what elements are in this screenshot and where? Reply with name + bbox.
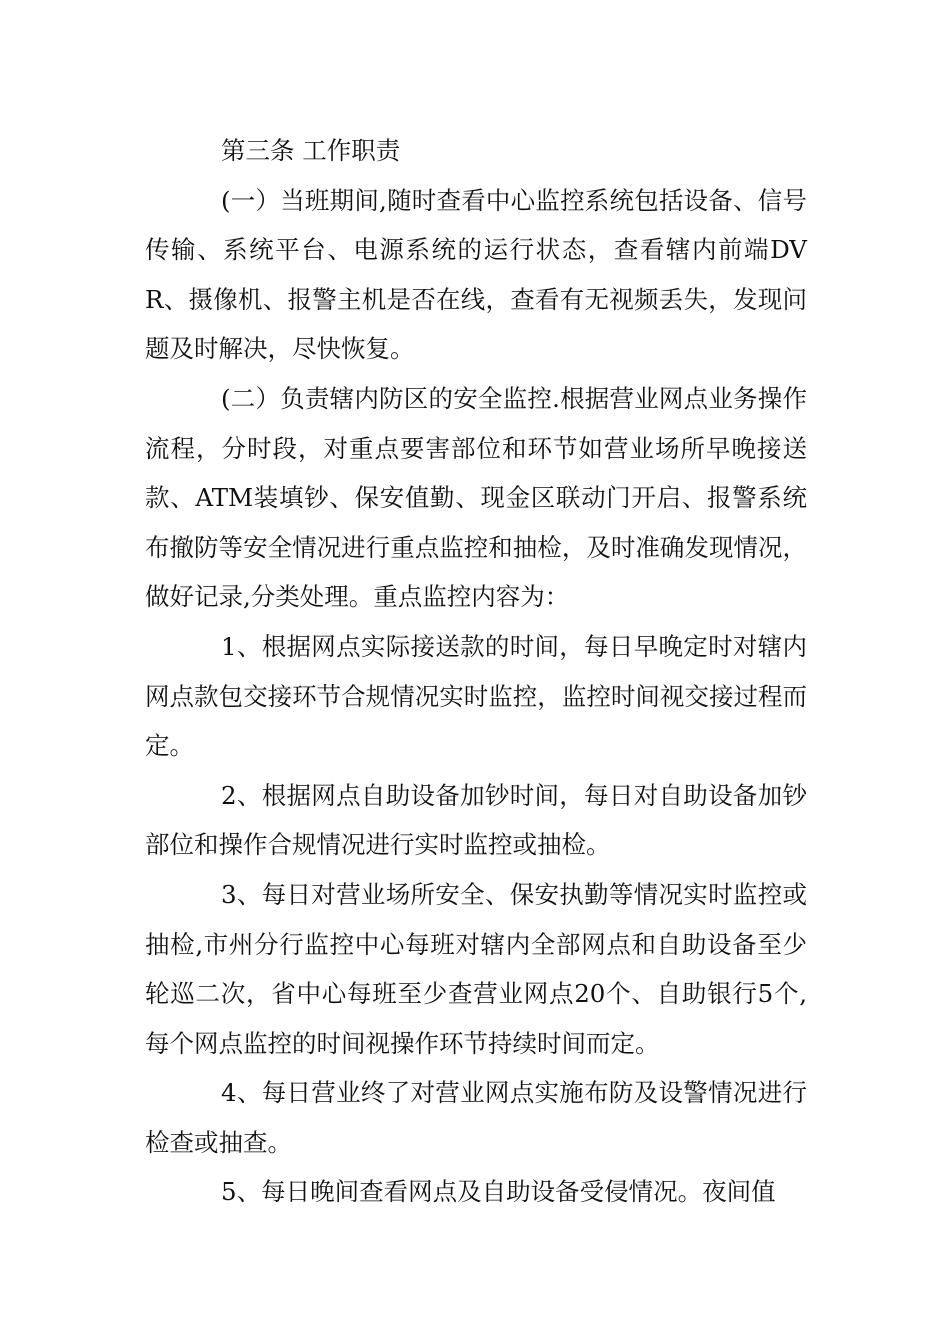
paragraph-6: 4、每日营业终了对营业网点实施布防及设警情况进行检查或抽查。 bbox=[145, 1078, 807, 1157]
paragraph-1: (一）当班期间,随时查看中心监控系统包括设备、信号传输、系统平台、电源系统的运行状态，查看辖内前端DVR、摄像机、报警主机是否在线，查看有无视频丢失，发现问题及时解决，尽快恢复。 bbox=[145, 185, 807, 364]
paragraph-2: (二）负责辖内防区的安全监控.根据营业网点业务操作流程，分时段，对重点要害部位和环节如营业场所早晚接送款、ATM装填钞、保安值勤、现金区联动门开启、报警系统布撤防等安全情况进行重点监控和抽检，及时准确发现情况，做好记录,分类处理。重点监控内容为： bbox=[145, 383, 807, 612]
section-heading: 第三条 工作职责 bbox=[221, 136, 401, 165]
paragraph-7: 5、每日晚间查看网点及自助设备受侵情况。夜间值 bbox=[221, 1177, 776, 1207]
document-body bbox=[145, 126, 807, 1217]
paragraph-3: 1、根据网点实际接送款的时间，每日早晚定时对辖内网点款包交接环节合规情况实时监控，监控时间视交接过程而定。 bbox=[145, 631, 807, 761]
paragraph-5: 3、每日对营业场所安全、保安执勤等情况实时监控或抽检,市州分行监控中心每班对辖内全部网点和自助设备至少轮巡二次，省中心每班至少查营业网点20个、自助银行5个,每个网点监控的时间视操作环节持续时间而定。 bbox=[145, 879, 807, 1058]
paragraph-4: 2、根据网点自助设备加钞时间，每日对自助设备加钞部位和操作合规情况进行实时监控或抽检。 bbox=[145, 780, 807, 860]
